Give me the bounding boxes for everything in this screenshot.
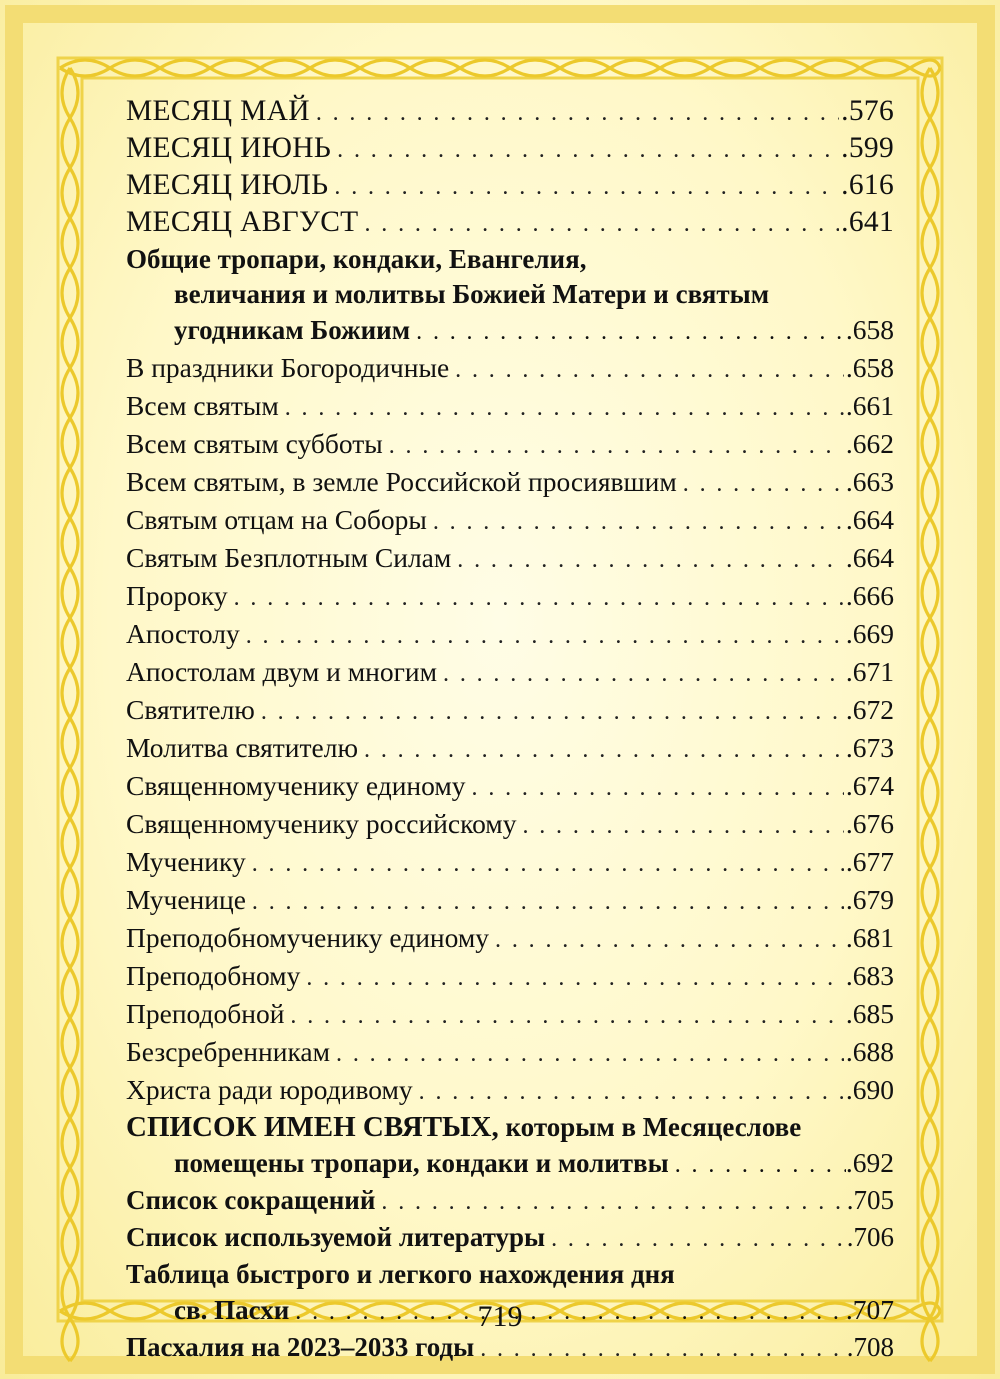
toc-entry-title: Пророку bbox=[126, 580, 228, 611]
toc-section-title-line: величания и молитвы Божией Матери и святым bbox=[174, 279, 770, 309]
toc-entry[interactable] bbox=[126, 844, 894, 882]
toc-entry-title: Христа ради юродивому bbox=[126, 1074, 413, 1105]
toc-section-title-line: угодникам Божиим bbox=[174, 315, 411, 345]
toc-section-saints-list[interactable] bbox=[126, 1110, 894, 1183]
toc-entry-page: .616 bbox=[841, 169, 894, 201]
leader-dots bbox=[433, 505, 844, 540]
toc-entry[interactable] bbox=[126, 426, 894, 464]
leader-dots bbox=[675, 1148, 846, 1183]
toc-entry-month-august[interactable] bbox=[126, 205, 894, 242]
toc-entry-title: Безсребренникам bbox=[126, 1036, 331, 1067]
leader-dots bbox=[443, 657, 844, 692]
leader-dots bbox=[261, 695, 844, 730]
toc-entry-page: .666 bbox=[845, 580, 894, 611]
toc-entry[interactable] bbox=[126, 882, 894, 920]
toc-entry-title: Преподобной bbox=[126, 998, 285, 1029]
toc-entry[interactable] bbox=[126, 616, 894, 654]
table-of-contents bbox=[126, 94, 894, 1367]
toc-entry-page: .669 bbox=[845, 618, 894, 649]
toc-entry-page: .690 bbox=[845, 1074, 894, 1105]
toc-section-title-line: Таблица быстрого и легкого нахождения дня bbox=[126, 1259, 675, 1289]
leader-dots bbox=[472, 771, 844, 806]
toc-entry-month-may[interactable] bbox=[126, 94, 894, 131]
leader-dots bbox=[522, 809, 843, 844]
toc-entry-page: .706 bbox=[846, 1222, 894, 1252]
toc-entry-page: .664 bbox=[845, 542, 894, 573]
toc-entry[interactable] bbox=[126, 806, 894, 844]
leader-dots bbox=[364, 733, 844, 768]
toc-entry-page: .664 bbox=[845, 504, 894, 535]
leader-dots bbox=[334, 170, 839, 205]
toc-entry-title: МЕСЯЦ МАЙ bbox=[126, 95, 310, 127]
toc-entry[interactable] bbox=[126, 388, 894, 426]
leader-dots bbox=[365, 207, 840, 242]
toc-entry-page: .707 bbox=[845, 1294, 894, 1325]
leader-dots bbox=[285, 391, 844, 426]
leader-dots bbox=[495, 923, 844, 958]
toc-entry-title: Всем святым bbox=[126, 390, 279, 421]
leader-dots bbox=[336, 1037, 844, 1072]
toc-entry-page: .679 bbox=[845, 884, 894, 915]
toc-entry-abbreviations[interactable] bbox=[126, 1183, 894, 1220]
toc-entry-title: МЕСЯЦ ИЮНЬ bbox=[126, 132, 332, 164]
braid-left bbox=[62, 68, 78, 1361]
toc-entry-page: .599 bbox=[841, 132, 894, 164]
toc-entry-page: .688 bbox=[845, 1036, 894, 1067]
toc-entry-title: В праздники Богородичные bbox=[126, 352, 450, 383]
toc-entry[interactable] bbox=[126, 730, 894, 768]
toc-entry-page: .672 bbox=[845, 694, 894, 725]
toc-entry-title: Всем святым, в земле Российской просиявшим bbox=[126, 466, 677, 497]
leader-dots bbox=[455, 353, 844, 388]
toc-entry-month-june[interactable] bbox=[126, 131, 894, 168]
toc-entry-page: .663 bbox=[845, 466, 894, 497]
toc-entry[interactable] bbox=[126, 996, 894, 1034]
toc-entry-title: Священномученику единому bbox=[126, 770, 466, 801]
leader-dots bbox=[290, 999, 843, 1034]
toc-entry-page: .662 bbox=[845, 428, 894, 459]
toc-entry-title: Апостолам двум и многим bbox=[126, 656, 438, 687]
toc-entry-page: .692 bbox=[845, 1147, 894, 1178]
toc-entry-title: Список используемой литературы bbox=[126, 1222, 546, 1252]
toc-entry[interactable] bbox=[126, 502, 894, 540]
toc-entry-page: .676 bbox=[845, 808, 894, 839]
leader-dots bbox=[381, 1185, 844, 1220]
toc-section-title-line: Общие тропари, кондаки, Евангелия, bbox=[126, 244, 587, 274]
toc-entry-month-july[interactable] bbox=[126, 168, 894, 205]
toc-entry-title: Мученице bbox=[126, 884, 246, 915]
toc-entry[interactable] bbox=[126, 920, 894, 958]
toc-entry-paschalia[interactable] bbox=[126, 1330, 894, 1367]
toc-entry[interactable] bbox=[126, 350, 894, 388]
toc-entry-title: Апостолу bbox=[126, 618, 240, 649]
toc-entry-page: .674 bbox=[845, 770, 894, 801]
page-number: 719 bbox=[477, 1300, 523, 1333]
leader-dots bbox=[551, 1222, 845, 1257]
toc-entry-title: Преподобномученику единому bbox=[126, 922, 490, 953]
toc-entry-page: .671 bbox=[845, 656, 894, 687]
leader-dots bbox=[480, 1332, 845, 1367]
toc-entry-title: Всем святым субботы bbox=[126, 428, 383, 459]
toc-entry[interactable] bbox=[126, 768, 894, 806]
toc-entry-title: МЕСЯЦ ИЮЛЬ bbox=[126, 169, 329, 201]
toc-entry[interactable] bbox=[126, 464, 894, 502]
toc-entry[interactable] bbox=[126, 654, 894, 692]
toc-entry[interactable] bbox=[126, 1072, 894, 1110]
toc-section-title-line: св. Пасхи bbox=[174, 1295, 290, 1325]
toc-entry-title: Список сокращений bbox=[126, 1185, 376, 1215]
braid-right bbox=[922, 68, 938, 1361]
toc-entry-title: Святым Безплотным Силам bbox=[126, 542, 452, 573]
leader-dots bbox=[246, 619, 844, 654]
toc-entry[interactable] bbox=[126, 1034, 894, 1072]
toc-entry[interactable] bbox=[126, 540, 894, 578]
toc-entry-title: Святым отцам на Соборы bbox=[126, 504, 427, 535]
toc-entry-title: МЕСЯЦ АВГУСТ bbox=[126, 206, 359, 238]
toc-entry[interactable] bbox=[126, 958, 894, 996]
leader-dots bbox=[234, 581, 844, 616]
toc-entry-page: .705 bbox=[846, 1185, 894, 1215]
toc-entry-title: Мученику bbox=[126, 846, 246, 877]
toc-entry[interactable] bbox=[126, 692, 894, 730]
toc-heading-rest: которым в Месяцеслове bbox=[498, 1112, 802, 1142]
braid-top bbox=[60, 60, 940, 76]
toc-entry-page: .641 bbox=[841, 206, 894, 238]
toc-entry-page: .576 bbox=[841, 95, 894, 127]
leader-dots bbox=[416, 315, 846, 350]
leader-dots bbox=[683, 467, 844, 502]
toc-section-common[interactable] bbox=[126, 242, 894, 350]
toc-entry-page: .673 bbox=[845, 732, 894, 763]
toc-entry-title: Святителю bbox=[126, 694, 255, 725]
leader-dots bbox=[252, 847, 844, 882]
toc-entry-literature[interactable] bbox=[126, 1220, 894, 1257]
toc-entry-page: .708 bbox=[846, 1332, 894, 1362]
leader-dots bbox=[389, 429, 844, 464]
toc-entry-title: Пасхалия на 2023–2033 годы bbox=[126, 1332, 475, 1362]
toc-entry-list bbox=[126, 350, 894, 1110]
toc-entry-title: Молитва святителю bbox=[126, 732, 359, 763]
toc-entry-page: .661 bbox=[845, 390, 894, 421]
leader-dots bbox=[316, 96, 839, 131]
toc-caps-heading: СПИСОК ИМЕН СВЯТЫХ, bbox=[126, 1111, 499, 1143]
leader-dots bbox=[419, 1075, 844, 1110]
toc-entry-page: .658 bbox=[845, 352, 894, 383]
toc-entry[interactable] bbox=[126, 578, 894, 616]
toc-entry-page: .685 bbox=[845, 998, 894, 1029]
toc-entry-page: .681 bbox=[845, 922, 894, 953]
toc-section-title-line: помещены тропари, кондаки и молитвы bbox=[174, 1148, 669, 1178]
toc-entry-page: .677 bbox=[845, 846, 894, 877]
leader-dots bbox=[337, 133, 839, 168]
toc-entry-title: Преподобному bbox=[126, 960, 301, 991]
leader-dots bbox=[457, 543, 844, 578]
toc-entry-title: Священномученику российскому bbox=[126, 808, 517, 839]
leader-dots bbox=[252, 885, 844, 920]
toc-entry-page: .658 bbox=[845, 314, 894, 345]
toc-section-title-line bbox=[126, 1110, 894, 1145]
toc-entry-page: .683 bbox=[845, 960, 894, 991]
leader-dots bbox=[306, 961, 844, 996]
